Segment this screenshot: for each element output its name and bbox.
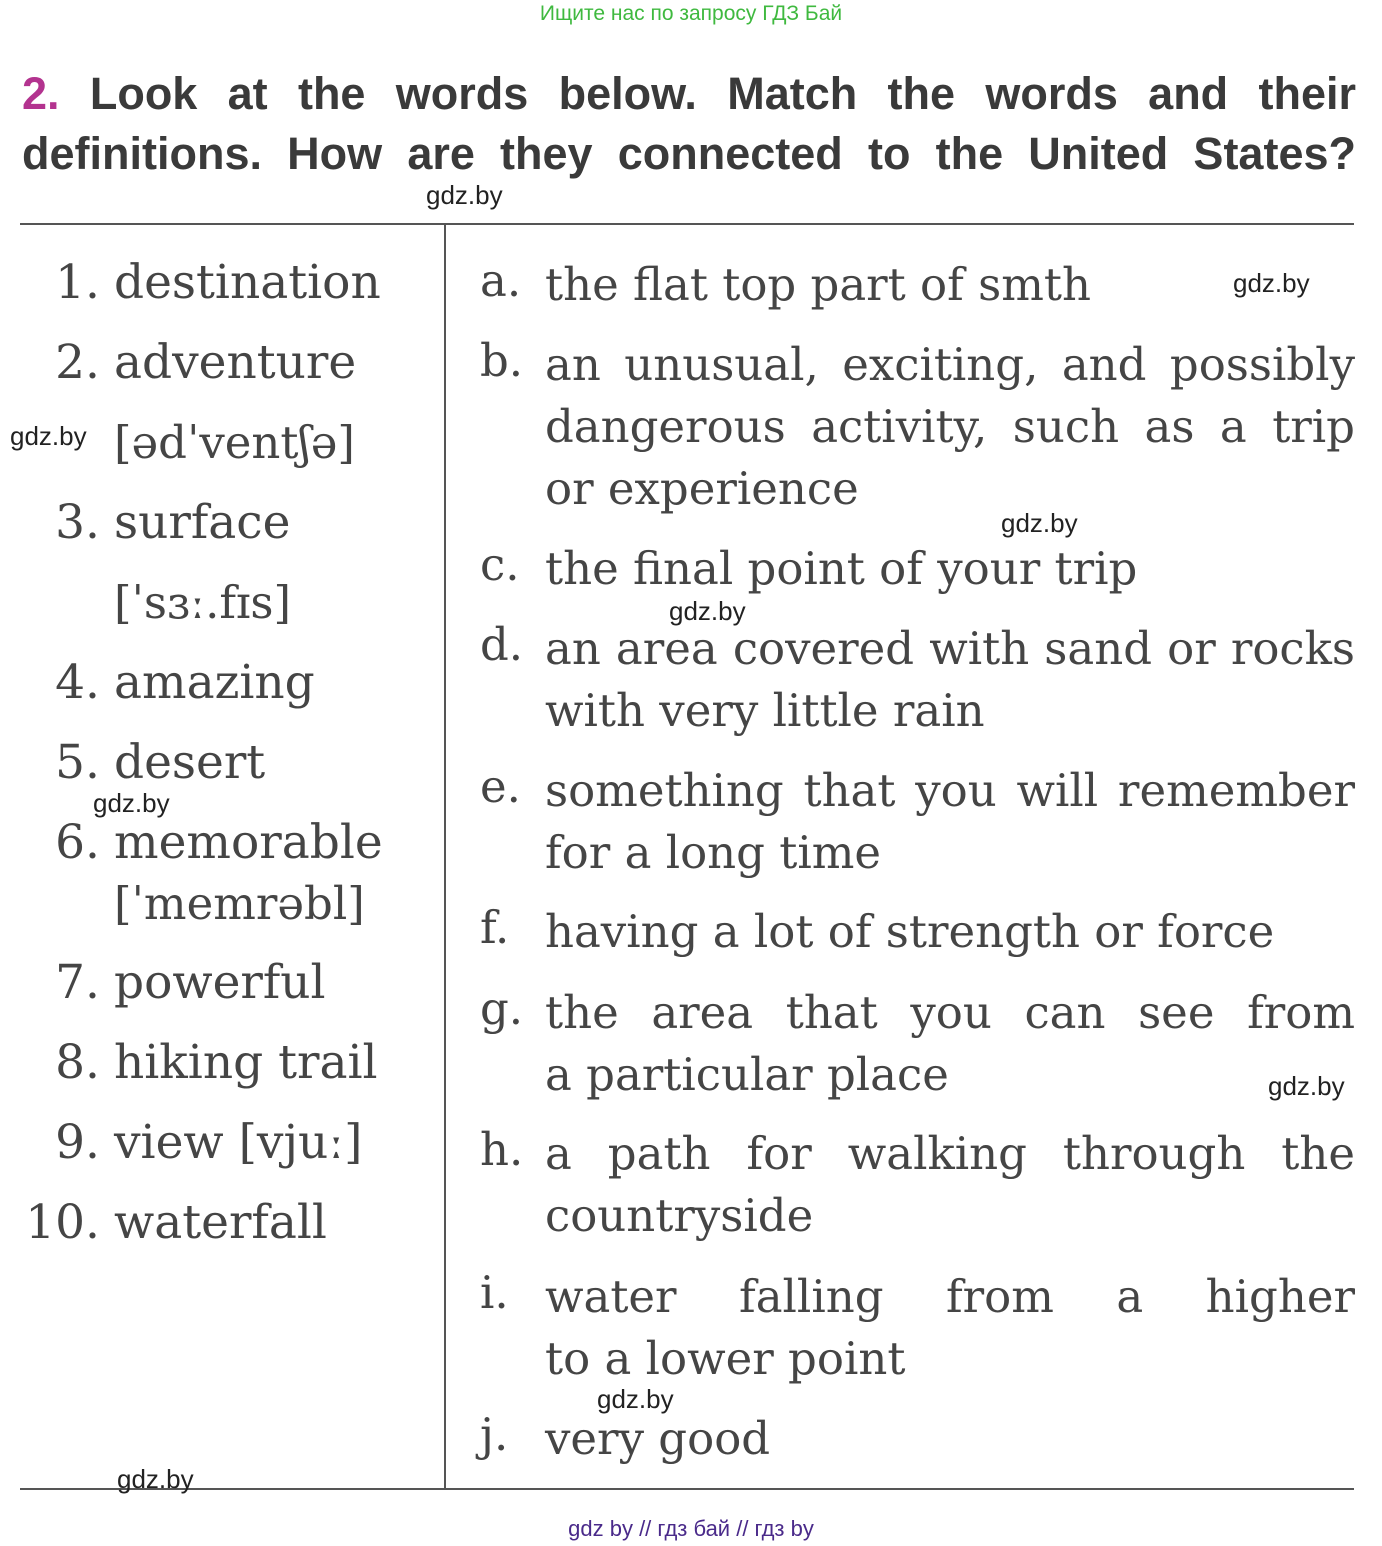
definition-line: water falling from a higher: [545, 1270, 1355, 1323]
definition-letter: f.: [480, 901, 510, 954]
word-text: surface: [114, 495, 291, 550]
watermark: gdz.by: [597, 1384, 674, 1414]
definition-letter: b.: [480, 334, 524, 387]
task-heading: [22, 64, 1356, 184]
word-item: [20, 495, 290, 550]
word-number: 9.: [55, 1115, 100, 1170]
word-item: [20, 655, 315, 710]
word-text: powerful: [114, 955, 326, 1010]
word-item: [20, 1115, 362, 1170]
definition-line: a particular place: [545, 1048, 949, 1101]
definition-line: an area covered with sand or rocks: [545, 622, 1355, 675]
definition-line: a path for walking through the: [545, 1127, 1355, 1180]
definition-line: having a lot of strength or force: [545, 905, 1275, 958]
word-text: desert: [114, 735, 266, 790]
top-rule: [20, 223, 1354, 225]
word-item: [20, 1195, 327, 1250]
top-banner: Ищите нас по запросу ГДЗ Бай: [539, 2, 843, 25]
definition-line: or experience: [545, 462, 859, 515]
task-line-1: [22, 64, 1356, 124]
column-divider: [444, 225, 446, 1489]
definition-line: something that you will remember: [545, 764, 1355, 817]
watermark: gdz.by: [93, 788, 170, 818]
watermark: gdz.by: [10, 421, 87, 451]
task-line-2: definitions. How are they connected to the United States?: [22, 128, 1356, 179]
word-text: hiking trail: [114, 1035, 378, 1090]
word-item: [20, 735, 265, 790]
word-transcription: [ədˈventʃə]: [114, 416, 355, 469]
word-number: 2.: [55, 335, 100, 390]
word-number: 3.: [55, 495, 100, 550]
word-item: [20, 815, 383, 870]
definition-letter: d.: [480, 618, 524, 671]
watermark: gdz.by: [1001, 508, 1078, 538]
definition-line: to a lower point: [545, 1332, 906, 1385]
word-text: memorable: [114, 815, 383, 870]
definition-line: with very little rain: [545, 684, 985, 737]
word-number: 7.: [55, 955, 100, 1010]
word-number: 4.: [55, 655, 100, 710]
definition-line: the final point of your trip: [545, 542, 1138, 595]
definition-letter: i.: [480, 1266, 509, 1319]
watermark: gdz.by: [426, 180, 503, 210]
definition-line: the area that you can see from: [545, 986, 1355, 1039]
bottom-banner: gdz by // гдз бай // гдз by: [568, 1516, 814, 1541]
watermark: gdz.by: [669, 596, 746, 626]
definition-line: for a long time: [545, 826, 882, 879]
word-transcription: [ˈsɜː.fɪs]: [114, 576, 292, 629]
task-number: 2.: [22, 68, 60, 119]
word-text: amazing: [114, 655, 315, 710]
definition-line: very good: [545, 1412, 771, 1465]
task-text-1: Look at the words below. Match the words and their: [89, 68, 1356, 119]
word-transcription: [ˈmemrəbl]: [114, 877, 365, 930]
word-number: 1.: [55, 255, 100, 310]
watermark: gdz.by: [1233, 268, 1310, 298]
definition-letter: a.: [480, 254, 522, 307]
word-item: [20, 955, 326, 1010]
definition-letter: h.: [480, 1123, 524, 1176]
word-number: 10.: [25, 1195, 100, 1250]
bottom-rule: [20, 1488, 1354, 1490]
watermark: gdz.by: [117, 1464, 194, 1494]
definition-line: the flat top part of smth: [545, 258, 1091, 311]
definition-line: an unusual, exciting, and possibly: [545, 338, 1355, 391]
word-text: waterfall: [114, 1195, 327, 1250]
word-text: adventure: [114, 335, 357, 390]
word-number: 5.: [55, 735, 100, 790]
word-item: [20, 335, 356, 390]
watermark: gdz.by: [1268, 1071, 1345, 1101]
definition-letter: e.: [480, 760, 521, 813]
definition-line: dangerous activity, such as a trip: [545, 400, 1355, 453]
word-text: destination: [114, 255, 381, 310]
definition-line: countryside: [545, 1189, 814, 1242]
word-number: 8.: [55, 1035, 100, 1090]
definition-letter: c.: [480, 538, 520, 591]
definition-letter: j.: [480, 1408, 509, 1461]
word-number: 6.: [55, 815, 100, 870]
word-item: [20, 1035, 378, 1090]
word-item: [20, 255, 381, 310]
definition-letter: g.: [480, 982, 524, 1035]
word-text: view [vjuː]: [114, 1115, 363, 1170]
